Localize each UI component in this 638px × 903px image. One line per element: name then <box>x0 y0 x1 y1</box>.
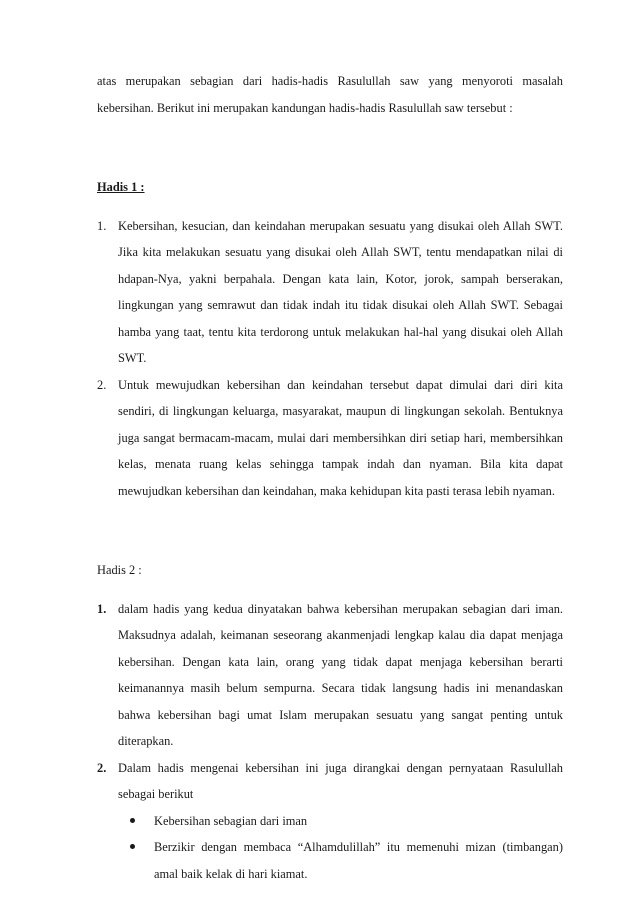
hadis-1-list <box>97 213 563 505</box>
bullet-dot-icon <box>130 818 135 823</box>
hadis-2-list <box>97 596 563 888</box>
hadis-1-item-1 <box>97 213 563 372</box>
document-page <box>97 68 563 887</box>
hadis-2-item-1 <box>97 596 563 755</box>
bullet-text: Kebersihan sebagian dari iman <box>154 813 308 828</box>
bullet-list <box>118 808 563 888</box>
bullet-dot-icon <box>130 844 135 849</box>
list-number: 1. <box>97 218 107 233</box>
hadis-1-item-2 <box>97 372 563 505</box>
list-item-text: Dalam hadis mengenai kebersihan ini juga dirangkai dengan pernyataan Rasulullah sebagai berikut <box>118 760 563 801</box>
hadis-2-item-2 <box>97 755 563 888</box>
bullet-text: Berzikir dengan membaca “Alhamdulillah” itu memenuhi mizan (timbangan) amal baik kelak di hari kiamat. <box>154 840 563 881</box>
hadis-1-heading <box>97 174 563 201</box>
bullet-item-2 <box>118 834 563 887</box>
hadis-2-heading: Hadis 2 : <box>97 563 142 577</box>
list-number: 1. <box>97 601 107 616</box>
intro-paragraph: atas merupakan sebagian dari hadis-hadis Rasulullah saw yang menyoroti masalah kebersihan. Berikut ini merupakan kandungan hadis-hadis Rasulullah saw tersebut : <box>97 74 563 115</box>
list-item-text: Untuk mewujudkan kebersihan dan keindahan tersebut dapat dimulai dari diri kita sendiri, di lingkungan keluarga, masyarakat, maupun di lingkungan sekolah. Bentuknya juga sangat bermacam-macam, mulai dari membersihkan diri setiap hari, membersihkan kelas, menata ruang kelas sehingga tampak indah dan nyaman. Bila kita dapat mewujudkan kebersihan dan keindahan, maka kehidupan kita pasti terasa lebih nyaman. <box>118 377 563 498</box>
list-item-text: dalam hadis yang kedua dinyatakan bahwa kebersihan merupakan sebagian dari iman. Maksudnya adalah, keimanan seseorang akanmenjadi lengkap kalau dia dapat menjaga kebersihan. Dengan kata lain, orang yang tidak dapat menjaga kebersihan berarti keimanannya masih belum sempurna. Secara tidak langsung hadis ini menandaskan bahwa kebersihan bagi umat Islam merupakan sesuatu yang sangat penting untuk diterapkan. <box>118 601 563 748</box>
list-item-text: Kebersihan, kesucian, dan keindahan merupakan sesuatu yang disukai oleh Allah SWT. Jika kita melakukan sesuatu yang disukai oleh Allah SWT, tentu mendapatkan nilai di hdapan-Nya, yakni berpahala. Dengan kata lain, Kotor, jorok, sampah berserakan, lingkungan yang semrawut dan tidak indah itu tidak disukai oleh Allah SWT. Sebagai hamba yang taat, tentu kita terdorong untuk melakukan hal-hal yang disukai oleh Allah SWT. <box>118 218 563 365</box>
hadis-1-heading-text: Hadis 1 : <box>97 180 145 194</box>
list-number: 2. <box>97 760 107 775</box>
list-number: 2. <box>97 377 107 392</box>
bullet-item-1 <box>118 808 563 835</box>
